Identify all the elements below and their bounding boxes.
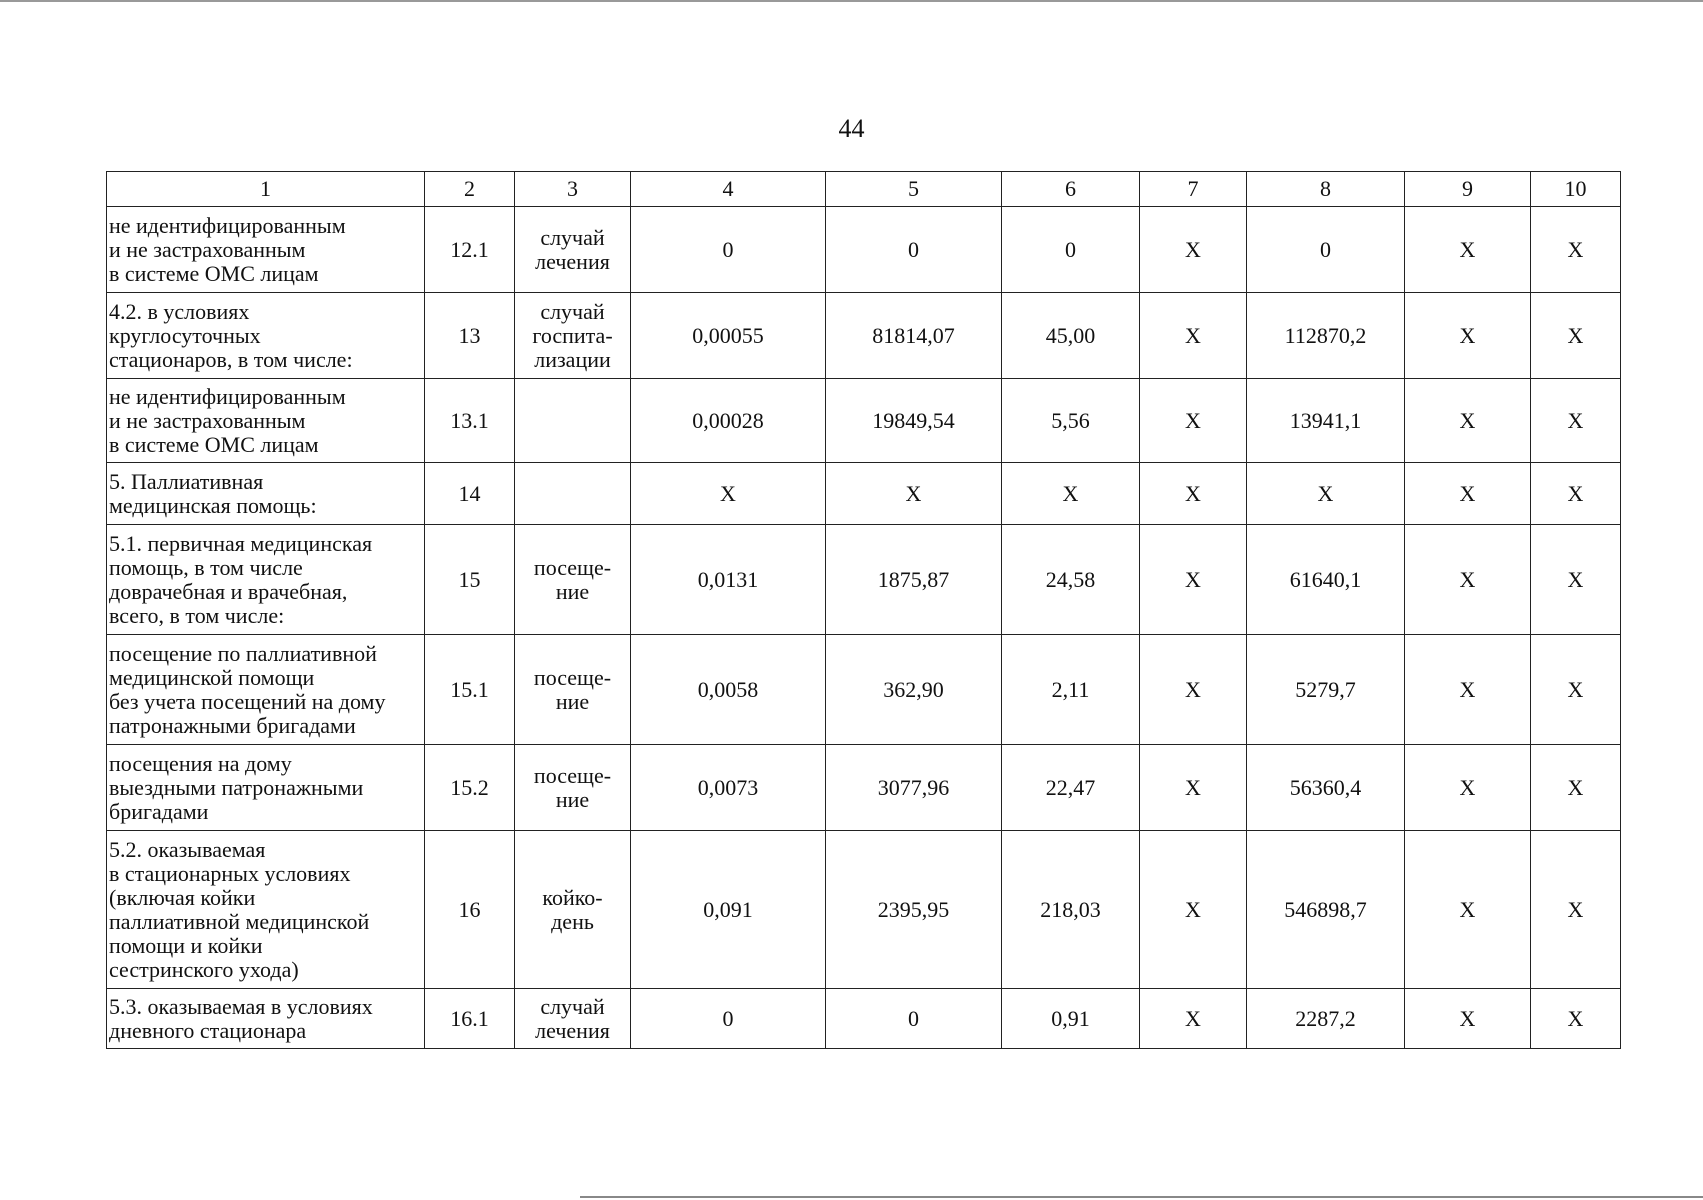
table-row xyxy=(107,831,1621,989)
table-cell: X xyxy=(1405,635,1531,745)
table-cell: 13941,1 xyxy=(1247,379,1405,463)
table-cell: 19849,54 xyxy=(826,379,1002,463)
table-cell: X xyxy=(1531,525,1621,635)
table-cell: 0,91 xyxy=(1002,989,1140,1049)
table-cell: 4.2. в условиях круглосуточных стационаров, в том числе: xyxy=(107,293,425,379)
table-cell: 16.1 xyxy=(425,989,515,1049)
table-cell: не идентифицированным и не застрахованным в системе ОМС лицам xyxy=(107,207,425,293)
table-cell: 22,47 xyxy=(1002,745,1140,831)
table-cell: 0,00055 xyxy=(631,293,826,379)
table-cell: X xyxy=(1405,745,1531,831)
table-cell: 0 xyxy=(631,989,826,1049)
table-cell: 362,90 xyxy=(826,635,1002,745)
table-cell: X xyxy=(1140,745,1247,831)
table-cell: 15.2 xyxy=(425,745,515,831)
scan-top-edge xyxy=(0,0,1703,2)
table-cell: 0,091 xyxy=(631,831,826,989)
column-header-4: 4 xyxy=(631,172,826,207)
table-cell: X xyxy=(1140,207,1247,293)
column-header-3: 3 xyxy=(515,172,631,207)
column-header-9: 9 xyxy=(1405,172,1531,207)
table-cell: X xyxy=(1405,293,1531,379)
table-cell: 5.2. оказываемая в стационарных условиях (включая койки паллиативной медицинской помощи и койки сестринского ухода) xyxy=(107,831,425,989)
table-cell xyxy=(515,463,631,525)
table-cell: случай лечения xyxy=(515,207,631,293)
table-cell: койко- день xyxy=(515,831,631,989)
table-cell: 0,0131 xyxy=(631,525,826,635)
table-cell: X xyxy=(1247,463,1405,525)
table-cell: 13 xyxy=(425,293,515,379)
table-cell: X xyxy=(1405,831,1531,989)
table-cell: X xyxy=(1405,989,1531,1049)
table-cell: 2395,95 xyxy=(826,831,1002,989)
table-cell: посеще- ние xyxy=(515,525,631,635)
column-header-6: 6 xyxy=(1002,172,1140,207)
table-cell: случай госпита- лизации xyxy=(515,293,631,379)
table-cell: случай лечения xyxy=(515,989,631,1049)
table-row xyxy=(107,635,1621,745)
table-cell: 0,0073 xyxy=(631,745,826,831)
page-number: 44 xyxy=(838,114,865,143)
table-cell: 81814,07 xyxy=(826,293,1002,379)
table-cell: 546898,7 xyxy=(1247,831,1405,989)
column-header-1: 1 xyxy=(107,172,425,207)
table-cell: X xyxy=(1405,207,1531,293)
table-row xyxy=(107,293,1621,379)
table-cell: не идентифицированным и не застрахованным в системе ОМС лицам xyxy=(107,379,425,463)
table-cell: 5.1. первичная медицинская помощь, в том числе доврачебная и врачебная, всего, в том числе: xyxy=(107,525,425,635)
table-cell: 12.1 xyxy=(425,207,515,293)
table-cell: 5.3. оказываемая в условиях дневного стационара xyxy=(107,989,425,1049)
table-cell: X xyxy=(1531,831,1621,989)
table-cell: 1875,87 xyxy=(826,525,1002,635)
table-cell: 2,11 xyxy=(1002,635,1140,745)
table-cell: X xyxy=(631,463,826,525)
table-row xyxy=(107,745,1621,831)
header-row xyxy=(107,172,1621,207)
column-header-7: 7 xyxy=(1140,172,1247,207)
table-cell: X xyxy=(1531,745,1621,831)
table-cell: X xyxy=(1405,379,1531,463)
table-cell: 112870,2 xyxy=(1247,293,1405,379)
table-cell: 0 xyxy=(826,207,1002,293)
table-cell: X xyxy=(1140,463,1247,525)
table-body xyxy=(107,207,1621,1049)
column-header-10: 10 xyxy=(1531,172,1621,207)
table-cell: X xyxy=(1140,525,1247,635)
table-cell: X xyxy=(1140,635,1247,745)
table-row xyxy=(107,989,1621,1049)
table-cell: 24,58 xyxy=(1002,525,1140,635)
table-cell: X xyxy=(1531,635,1621,745)
table-cell: X xyxy=(1140,831,1247,989)
table-cell: X xyxy=(1140,293,1247,379)
column-header-8: 8 xyxy=(1247,172,1405,207)
table-cell: X xyxy=(1531,293,1621,379)
table-cell: 3077,96 xyxy=(826,745,1002,831)
table-cell: X xyxy=(1531,379,1621,463)
data-table xyxy=(106,171,1621,1049)
table-cell: 45,00 xyxy=(1002,293,1140,379)
table-cell: X xyxy=(1140,989,1247,1049)
table-cell: 0 xyxy=(1002,207,1140,293)
table-cell: 14 xyxy=(425,463,515,525)
table-cell: X xyxy=(1405,463,1531,525)
table-cell xyxy=(515,379,631,463)
table-cell: 5. Паллиативная медицинская помощь: xyxy=(107,463,425,525)
table-cell: 2287,2 xyxy=(1247,989,1405,1049)
table-cell: посеще- ние xyxy=(515,745,631,831)
table-cell: 16 xyxy=(425,831,515,989)
table-cell: 61640,1 xyxy=(1247,525,1405,635)
table-cell: 56360,4 xyxy=(1247,745,1405,831)
scan-bottom-edge xyxy=(580,1196,1703,1198)
table-cell: X xyxy=(826,463,1002,525)
table-cell: посещения на дому выездными патронажными бригадами xyxy=(107,745,425,831)
table-cell: 15 xyxy=(425,525,515,635)
column-header-2: 2 xyxy=(425,172,515,207)
table-cell: 13.1 xyxy=(425,379,515,463)
table-cell: X xyxy=(1405,525,1531,635)
table-cell: X xyxy=(1140,379,1247,463)
table-cell: посеще- ние xyxy=(515,635,631,745)
table-cell: X xyxy=(1531,207,1621,293)
table-cell: 0 xyxy=(826,989,1002,1049)
column-header-5: 5 xyxy=(826,172,1002,207)
table-row xyxy=(107,207,1621,293)
table-cell: 0,00028 xyxy=(631,379,826,463)
table-cell: 15.1 xyxy=(425,635,515,745)
table-row xyxy=(107,379,1621,463)
table-row xyxy=(107,525,1621,635)
table-cell: X xyxy=(1002,463,1140,525)
table-cell: X xyxy=(1531,463,1621,525)
table-cell: 218,03 xyxy=(1002,831,1140,989)
table-row xyxy=(107,463,1621,525)
table-cell: 5279,7 xyxy=(1247,635,1405,745)
table-cell: 0,0058 xyxy=(631,635,826,745)
table-cell: 5,56 xyxy=(1002,379,1140,463)
table-cell: X xyxy=(1531,989,1621,1049)
table-cell: 0 xyxy=(631,207,826,293)
table-cell: 0 xyxy=(1247,207,1405,293)
table-cell: посещение по паллиативной медицинской помощи без учета посещений на дому патронажными бригадами xyxy=(107,635,425,745)
